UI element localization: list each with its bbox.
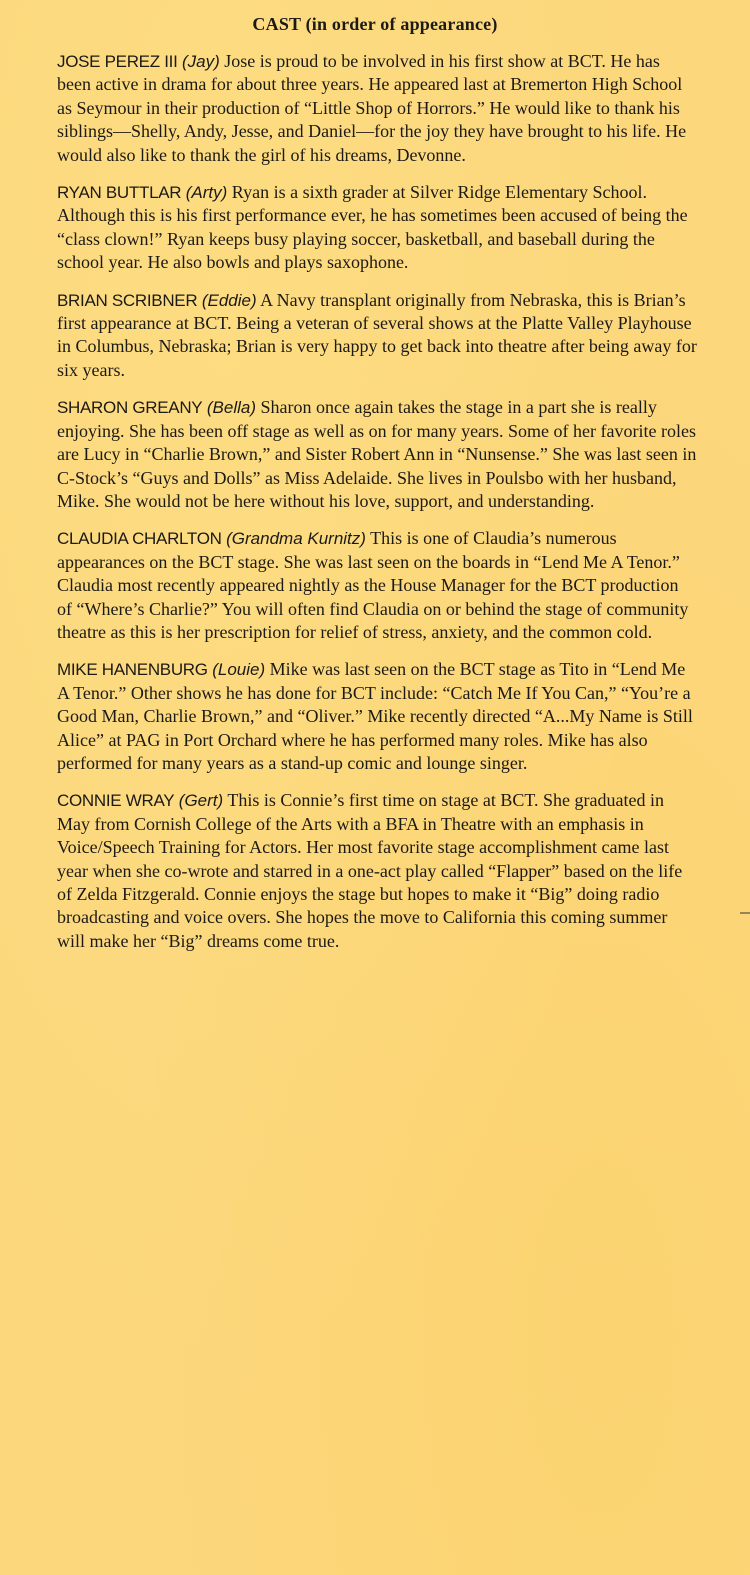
bio-text: Jose is proud to be involved in his first show at BCT. He has been active in drama for about three years. He appeared last at Bremerton High School as Seymour in their production of “Little Shop of Horrors.” He would like to thank his siblings—Shelly, Andy, Jesse, and Daniel—for the joy they have brought to his life. He would also like to thank the girl of his dreams, Devonne.	[57, 51, 687, 165]
cast-bio-claudia-charlton	[57, 527, 697, 644]
actor-name: MIKE HANENBURG	[57, 660, 208, 680]
bio-text: Sharon once again takes the stage in a part she is really enjoying. She has been off stage as well as on for many years. Some of her favorite roles are Lucy in “Charlie Brown,” and Sister Robert Ann in “Nunsense.” She was last seen in C-Stock’s “Guys and Dolls” as Miss Adelaide. She lives in Poulsbo with her husband, Mike. She would not be here without his love, support, and understanding.	[57, 397, 697, 511]
bio-text: Ryan is a sixth grader at Silver Ridge Elementary School. Although this is his first performance ever, he has sometimes been accused of being the “class clown!” Ryan keeps busy playing soccer, basketball, and baseball during the school year. He also bowls and plays saxophone.	[57, 182, 688, 273]
character-name: (Gert)	[178, 791, 224, 811]
bio-text: This is Connie’s first time on stage at BCT. She graduated in May from Cornish College of the Arts with a BFA in Theatre with an emphasis in Voice/Speech Training for Actors. Her most favorite stage accomplishment came last year when she co-wrote and starred in a one-act play called “Flapper” based on the life of Zelda Fitzgerald. Connie enjoys the stage but hopes to make it “Big” doing radio broadcasting and voice overs. She hopes the move to California this coming summer will make her “Big” dreams come true.	[57, 790, 683, 951]
cast-bio-sharon-greany	[57, 396, 697, 513]
character-name: (Arty)	[185, 183, 228, 203]
actor-name: JOSE PEREZ III	[57, 52, 178, 71]
actor-name: RYAN BUTTLAR	[57, 183, 182, 203]
cast-bio-mike-hanenburg	[57, 658, 697, 775]
character-name: (Eddie)	[201, 290, 257, 310]
actor-name: SHARON GREANY	[57, 398, 203, 418]
cast-bio-jose-perez	[57, 50, 697, 167]
cast-bios	[57, 50, 697, 967]
cast-bio-connie-wray	[57, 789, 697, 953]
cast-bio-ryan-buttlar	[57, 181, 697, 275]
bio-text: Mike was last seen on the BCT stage as Tito in “Lend Me A Tenor.” Other shows he has done for BCT include: “Catch Me If You Can,” “You’re a Good Man, Charlie Brown,” and “Oliver.” Mike recently directed “A...My Name is Still Alice” at PAG in Port Orchard where he has performed many roles. Mike has also performed for many years as a stand-up comic and lounge singer.	[57, 659, 693, 773]
actor-name: BRIAN SCRIBNER	[57, 290, 198, 310]
actor-name: CLAUDIA CHARLTON	[57, 529, 222, 549]
scan-edge-mark	[740, 912, 750, 914]
actor-name: CONNIE WRAY	[57, 791, 175, 811]
bio-text: This is one of Claudia’s numerous appearances on the BCT stage. She was last seen on the boards in “Lend Me A Tenor.” Claudia most recently appeared nightly as the House Manager for the BCT production of “Where’s Charlie?” You will often find Claudia on or behind the stage of community theatre as this is her prescription for relief of stress, anxiety, and the common cold.	[57, 528, 689, 642]
character-name: (Louie)	[212, 660, 266, 680]
bio-text: A Navy transplant originally from Nebraska, this is Brian’s first appearance at BCT. Being a veteran of several shows at the Platte Valley Playhouse in Columbus, Nebraska; Brian is very happy to get back into theatre after being away for six years.	[57, 289, 697, 380]
character-name: (Jay)	[182, 52, 220, 71]
cast-bio-brian-scribner	[57, 289, 697, 383]
character-name: (Bella)	[206, 398, 256, 418]
character-name: (Grandma Kurnitz)	[226, 529, 366, 549]
cast-heading: CAST (in order of appearance)	[252, 14, 498, 34]
